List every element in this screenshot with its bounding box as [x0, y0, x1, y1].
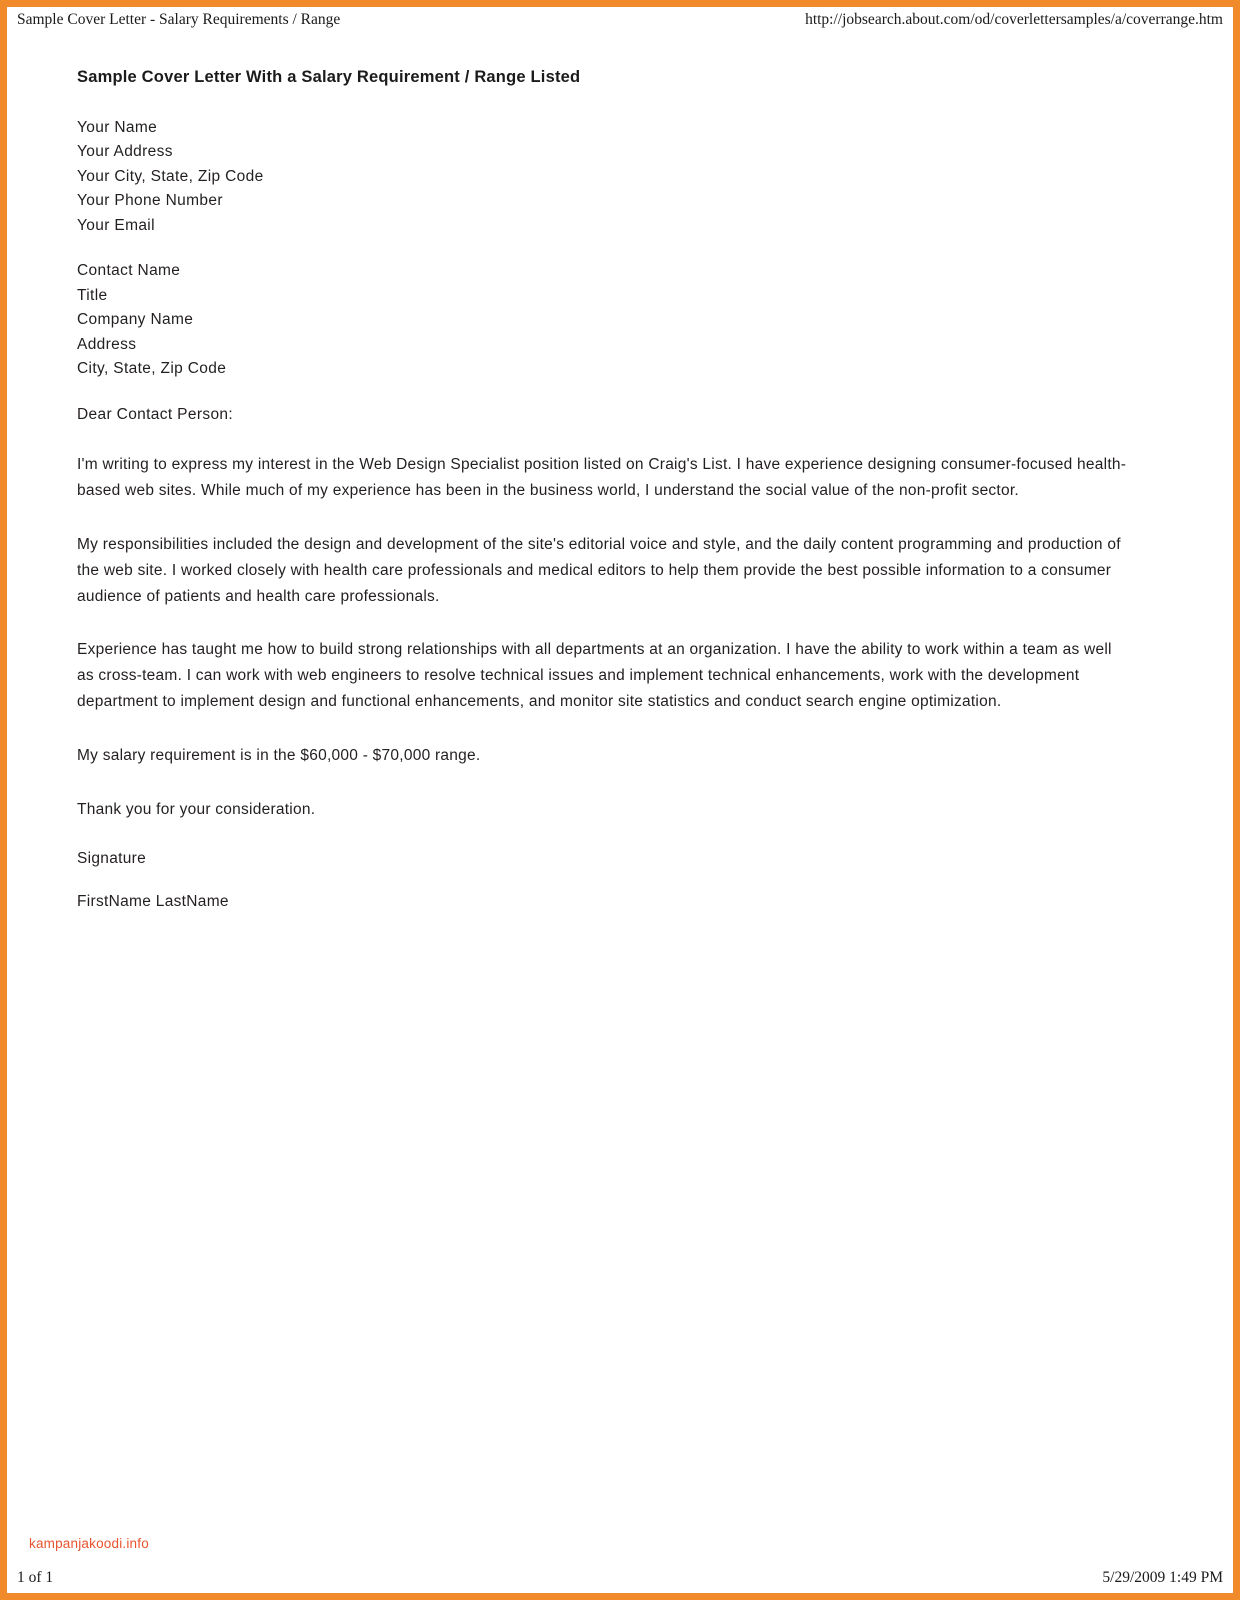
print-header-url: http://jobsearch.about.com/od/coverlettersamples/a/coverrange.htm — [805, 11, 1223, 28]
sender-address-block — [77, 120, 1193, 234]
recipient-title: Title — [77, 286, 108, 304]
recipient-city-state-zip: City, State, Zip Code — [77, 360, 227, 377]
sender-phone: Your Phone Number — [77, 192, 223, 209]
print-header-title: Sample Cover Letter - Salary Requirements / Range — [17, 11, 341, 28]
recipient-address: Address — [77, 335, 137, 353]
body-paragraph-3: Experience has taught me how to build strong relationships with all departments at an organization. I have the ability to work within a team as well as cross-team. I can work with web engineers to resolve technical issues and implement technical enhancements, work with the development department to implement design and functional enhancements, and monitor site statistics and conduct search engine optimization. — [77, 641, 1112, 711]
salutation: Dear Contact Person: — [77, 405, 234, 423]
print-footer — [7, 1569, 1233, 1587]
body-paragraph-1: I'm writing to express my interest in the Web Design Specialist position listed on Craig's List. I have experience designing consumer-focused health-based web sites. While much of my experience has been in the business world, I understand the social value of the non-profit sector. — [77, 456, 1127, 499]
closing-thanks: Thank you for your consideration. — [77, 800, 316, 818]
sender-city-state-zip: Your City, State, Zip Code — [77, 167, 264, 185]
sender-address: Your Address — [77, 143, 173, 160]
recipient-company-name: Company Name — [77, 311, 194, 328]
letter-body — [77, 69, 1193, 910]
sender-email: Your Email — [77, 216, 155, 234]
print-header — [7, 11, 1233, 35]
print-timestamp: 5/29/2009 1:49 PM — [1102, 1569, 1223, 1586]
recipient-contact-name: Contact Name — [77, 262, 181, 279]
signature-label: Signature — [77, 849, 147, 867]
page-title: Sample Cover Letter With a Salary Requirement / Range Listed — [77, 68, 581, 86]
body-paragraph-2: My responsibilities included the design and development of the site's editorial voice and style, and the daily content programming and production of the web site. I worked closely with health care professionals and medical editors to help them provide the best possible information to a consumer audience of patients and health care professionals. — [77, 535, 1121, 605]
salary-requirement-statement: My salary requirement is in the $60,000 - $70,000 range. — [77, 747, 481, 764]
watermark-label: kampanjakoodi.info — [29, 1536, 149, 1551]
recipient-address-block — [77, 263, 1193, 377]
sender-name: Your Name — [77, 118, 158, 136]
signature-name: FirstName LastName — [77, 893, 229, 911]
page-number: 1 of 1 — [17, 1569, 54, 1586]
